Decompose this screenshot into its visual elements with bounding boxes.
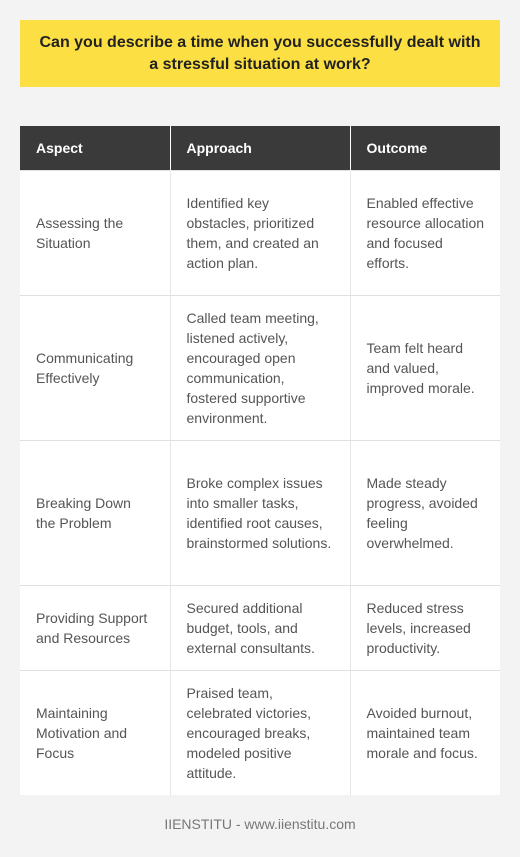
table-row bbox=[20, 170, 500, 295]
table-header-row bbox=[20, 126, 500, 170]
table-row bbox=[20, 295, 500, 440]
cell-aspect: Providing Support and Resources bbox=[20, 585, 170, 670]
cell-aspect: Breaking Down the Problem bbox=[20, 440, 170, 585]
table-row bbox=[20, 670, 500, 795]
page-title: Can you describe a time when you successfully dealt with a stressful situation at work? bbox=[39, 33, 481, 73]
cell-outcome: Team felt heard and valued, improved morale. bbox=[350, 295, 500, 440]
header-outcome: Outcome bbox=[350, 126, 500, 170]
cell-outcome: Made steady progress, avoided feeling overwhelmed. bbox=[350, 440, 500, 585]
cell-aspect: Communicating Effectively bbox=[20, 295, 170, 440]
cell-approach: Secured additional budget, tools, and external consultants. bbox=[170, 585, 350, 670]
header-approach: Approach bbox=[170, 126, 350, 170]
table-row bbox=[20, 440, 500, 585]
cell-approach: Called team meeting, listened actively, encouraged open communication, fostered supportive environment. bbox=[170, 295, 350, 440]
cell-approach: Broke complex issues into smaller tasks, identified root causes, brainstormed solutions. bbox=[170, 440, 350, 585]
title-banner bbox=[20, 20, 500, 87]
footer-credit: IIENSTITU - www.iienstitu.com bbox=[164, 816, 356, 832]
aspect-table bbox=[20, 126, 500, 795]
cell-aspect: Maintaining Motivation and Focus bbox=[20, 670, 170, 795]
cell-approach: Praised team, celebrated victories, encouraged breaks, modeled positive attitude. bbox=[170, 670, 350, 795]
cell-outcome: Avoided burnout, maintained team morale and focus. bbox=[350, 670, 500, 795]
cell-outcome: Enabled effective resource allocation and focused efforts. bbox=[350, 170, 500, 295]
cell-approach: Identified key obstacles, prioritized them, and created an action plan. bbox=[170, 170, 350, 295]
header-aspect: Aspect bbox=[20, 126, 170, 170]
cell-aspect: Assessing the Situation bbox=[20, 170, 170, 295]
cell-outcome: Reduced stress levels, increased productivity. bbox=[350, 585, 500, 670]
table-row bbox=[20, 585, 500, 670]
